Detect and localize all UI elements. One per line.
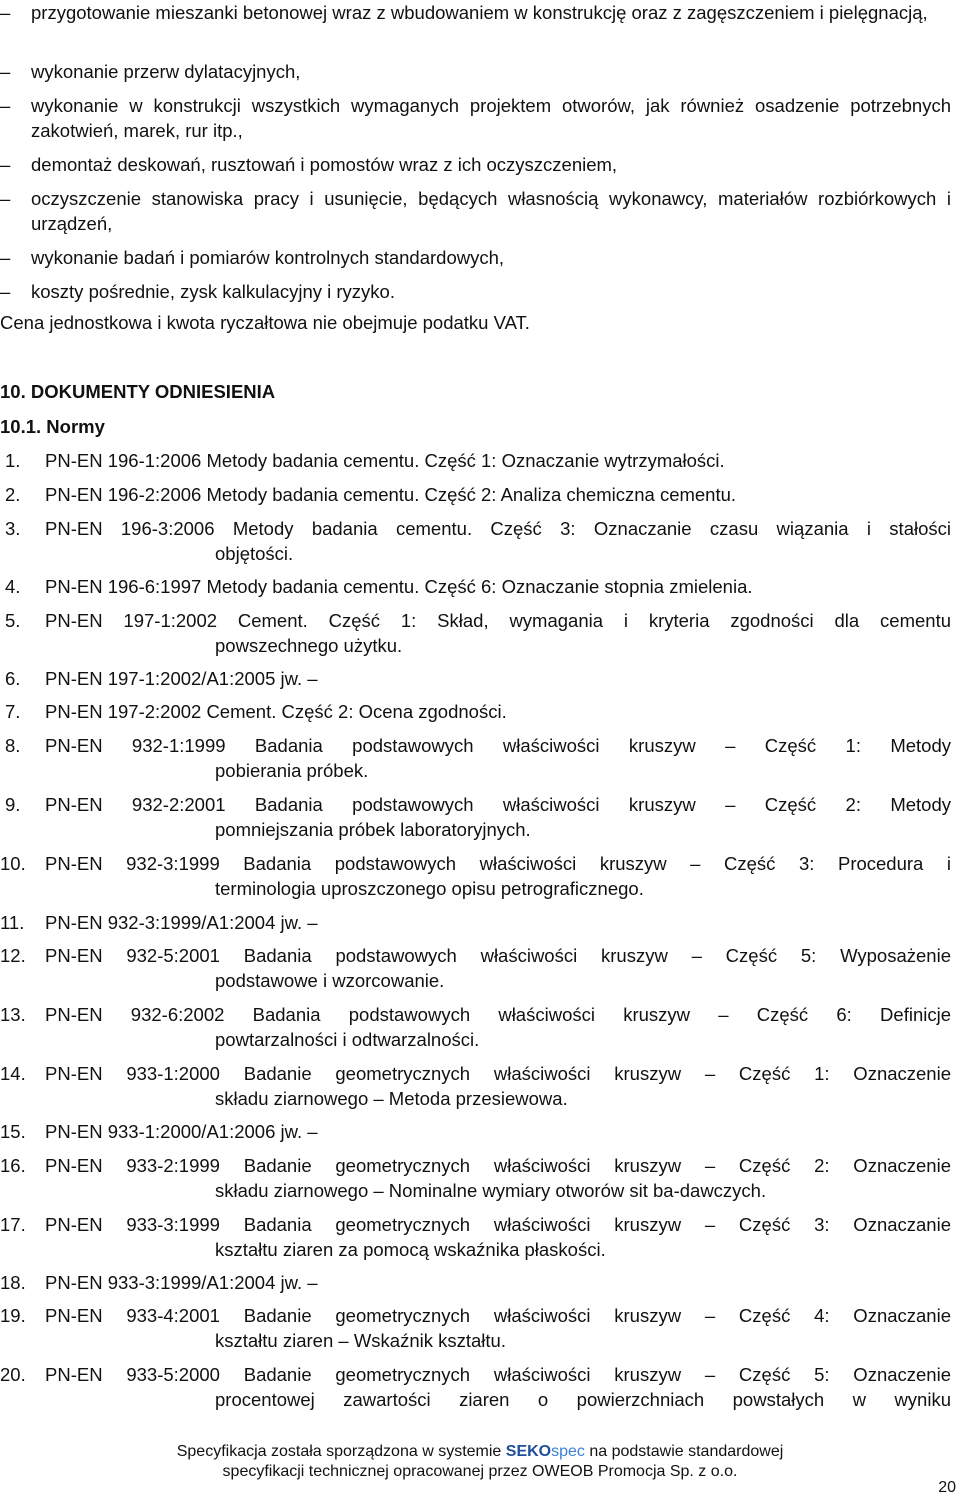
- norm-number: 3.: [5, 518, 21, 539]
- norm-number: 16.: [0, 1155, 26, 1176]
- norm-line: terminologia uproszczonego opisu petrograficznego.: [215, 878, 644, 899]
- norm-line: składu ziarnowego – Metoda przesiewowa.: [215, 1088, 568, 1109]
- dash-marker: –: [0, 2, 11, 23]
- norm-number: 9.: [5, 794, 21, 815]
- footer-line-2: specyfikacji technicznej opracowanej przez OWEOB Promocja Sp. z o.o.: [222, 1463, 738, 1480]
- norm-line: PN-EN 197-2:2002 Cement. Część 2: Ocena zgodności.: [45, 701, 507, 722]
- bullet-text: demontaż deskowań, rusztowań i pomostów wraz z ich oczyszczeniem,: [31, 154, 618, 175]
- norm-line: PN-EN 932-2:2001 Badania podstawowych właściwości kruszyw – Część 2: Metody: [45, 794, 951, 815]
- dash-marker: –: [0, 188, 11, 209]
- norm-item: [0, 1212, 951, 1262]
- norm-line: PN-EN 932-1:1999 Badania podstawowych właściwości kruszyw – Część 1: Metody: [45, 735, 951, 756]
- norm-line: PN-EN 932-3:1999 Badania podstawowych właściwości kruszyw – Część 3: Procedura i: [45, 853, 951, 874]
- norm-line: PN-EN 932-3:1999/A1:2004 jw. –: [45, 912, 318, 933]
- norm-number: 17.: [0, 1214, 26, 1235]
- footer-line-1: [0, 1442, 960, 1462]
- norm-item: [0, 1061, 951, 1111]
- bullet-text: przygotowanie mieszanki betonowej wraz z wbudowaniem w konstrukcję oraz z zagęszczeniem i pielęgnacją,: [31, 2, 928, 23]
- norm-number: 10.: [0, 853, 26, 874]
- norm-line: pomniejszania próbek laboratoryjnych.: [215, 819, 531, 840]
- page-number: 20: [938, 1479, 956, 1496]
- footer-text: na podstawie standardowej: [589, 1443, 784, 1460]
- norm-line: PN-EN 933-3:1999/A1:2004 jw. –: [45, 1272, 318, 1293]
- norm-item: [0, 516, 951, 566]
- norm-number: 15.: [0, 1121, 26, 1142]
- norm-line: PN-EN 933-1:2000/A1:2006 jw. –: [45, 1121, 318, 1142]
- bullet-text: wykonanie badań i pomiarów kontrolnych standardowych,: [31, 247, 505, 268]
- norm-item: [0, 1303, 951, 1353]
- norm-item: [0, 910, 951, 935]
- norm-line: podstawowe i wzorcowanie.: [215, 970, 445, 991]
- norm-item: [0, 1119, 951, 1144]
- subsection-heading: 10.1. Normy: [0, 416, 105, 437]
- norm-line: kształtu ziaren – Wskaźnik kształtu.: [215, 1330, 506, 1351]
- norm-number: 8.: [5, 735, 21, 756]
- bullet-text: oczyszczenie stanowiska pracy i usunięcie, będących własnością wykonawcy, materiałów rozbiórkowych i urządzeń,: [31, 188, 951, 234]
- norm-number: 2.: [5, 484, 21, 505]
- norm-line: PN-EN 197-1:2002 Cement. Część 1: Skład, wymagania i kryteria zgodności dla cementu: [45, 610, 951, 631]
- norm-item: [0, 733, 951, 783]
- norm-line: pobierania próbek.: [215, 760, 369, 781]
- bullet-item: [0, 152, 951, 177]
- norm-line: kształtu ziaren za pomocą wskaźnika płaskości.: [215, 1239, 606, 1260]
- norm-line: PN-EN 933-4:2001 Badanie geometrycznych właściwości kruszyw – Część 4: Oznaczanie: [45, 1305, 951, 1326]
- norm-line: PN-EN 196-3:2006 Metody badania cementu. Część 3: Oznaczanie czasu wiązania i stałości: [45, 518, 951, 539]
- sekospec-logo: SEKOspec: [505, 1443, 585, 1460]
- bullet-item: [0, 186, 951, 236]
- bullet-item: [0, 0, 951, 25]
- bullet-item: [0, 59, 951, 84]
- norm-item: [0, 482, 951, 507]
- norm-line: PN-EN 196-2:2006 Metody badania cementu. Część 2: Analiza chemiczna cementu.: [45, 484, 737, 505]
- norm-line: składu ziarnowego – Nominalne wymiary otworów sit ba-dawczych.: [215, 1180, 767, 1201]
- norm-number: 13.: [0, 1004, 26, 1025]
- norm-number: 11.: [0, 912, 25, 933]
- norm-number: 12.: [0, 945, 26, 966]
- dash-marker: –: [0, 281, 11, 302]
- dash-marker: –: [0, 95, 11, 116]
- norm-line: PN-EN 933-2:1999 Badanie geometrycznych właściwości kruszyw – Część 2: Oznaczenie: [45, 1155, 951, 1176]
- norm-item: [0, 792, 951, 842]
- vat-note: Cena jednostkowa i kwota ryczałtowa nie obejmuje podatku VAT.: [0, 312, 530, 333]
- norm-item: [0, 1270, 951, 1295]
- norm-item: [0, 1002, 951, 1052]
- norm-line: objętości.: [215, 543, 294, 564]
- norm-line: PN-EN 933-5:2000 Badanie geometrycznych właściwości kruszyw – Część 5: Oznaczenie: [45, 1364, 951, 1385]
- norm-number: 14.: [0, 1063, 26, 1084]
- bullet-item: [0, 279, 951, 304]
- bullet-text: koszty pośrednie, zysk kalkulacyjny i ryzyko.: [31, 281, 395, 302]
- norm-line: PN-EN 197-1:2002/A1:2005 jw. –: [45, 668, 318, 689]
- norm-line: PN-EN 932-5:2001 Badania podstawowych właściwości kruszyw – Część 5: Wyposażenie: [45, 945, 951, 966]
- norm-number: 18.: [0, 1272, 26, 1293]
- norm-line: PN-EN 196-6:1997 Metody badania cementu. Część 6: Oznaczanie stopnia zmielenia.: [45, 576, 753, 597]
- dash-marker: –: [0, 154, 11, 175]
- bullet-text: wykonanie przerw dylatacyjnych,: [31, 61, 301, 82]
- norm-number: 20.: [0, 1364, 26, 1385]
- norm-number: 1.: [5, 450, 21, 471]
- norm-item: [0, 851, 951, 901]
- bullet-item: [0, 93, 951, 143]
- norm-number: 5.: [5, 610, 21, 631]
- dash-marker: –: [0, 61, 11, 82]
- norm-item: [0, 666, 951, 691]
- norm-item: [0, 608, 951, 658]
- norm-item: [0, 1362, 951, 1412]
- footer-text: Specyfikacja została sporządzona w systemie: [176, 1443, 502, 1460]
- norm-line: PN-EN 932-6:2002 Badania podstawowych właściwości kruszyw – Część 6: Definicje: [45, 1004, 951, 1025]
- norm-item: [0, 574, 951, 599]
- norm-number: 19.: [0, 1305, 26, 1326]
- norm-line: powtarzalności i odtwarzalności.: [215, 1029, 480, 1050]
- norm-item: [0, 1153, 951, 1203]
- bullet-item: [0, 245, 951, 270]
- norm-line: PN-EN 933-1:2000 Badanie geometrycznych właściwości kruszyw – Część 1: Oznaczenie: [45, 1063, 951, 1084]
- norm-line: PN-EN 933-3:1999 Badania geometrycznych właściwości kruszyw – Część 3: Oznaczanie: [45, 1214, 951, 1235]
- norm-item: [0, 699, 951, 724]
- page-footer: [0, 1442, 960, 1482]
- dash-marker: –: [0, 247, 11, 268]
- norm-item: [0, 448, 951, 473]
- norm-item: [0, 943, 951, 993]
- norm-line: PN-EN 196-1:2006 Metody badania cementu. Część 1: Oznaczanie wytrzymałości.: [45, 450, 725, 471]
- norm-number: 7.: [5, 701, 21, 722]
- norm-line: procentowej zawartości ziaren o powierzchniach powstałych w wyniku: [215, 1389, 951, 1410]
- section-heading: 10. DOKUMENTY ODNIESIENIA: [0, 381, 276, 402]
- norm-number: 6.: [5, 668, 21, 689]
- norm-line: powszechnego użytku.: [215, 635, 403, 656]
- norm-number: 4.: [5, 576, 21, 597]
- bullet-text: wykonanie w konstrukcji wszystkich wymaganych projektem otworów, jak również osadzenie potrzebnych zakotwień, marek, rur itp.,: [31, 95, 951, 141]
